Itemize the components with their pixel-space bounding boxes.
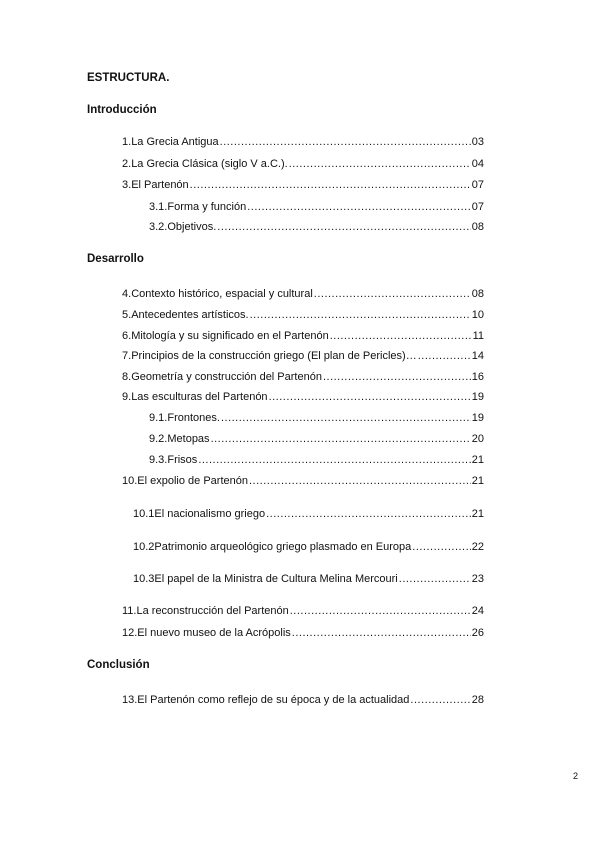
dot-leader bbox=[266, 508, 471, 520]
toc-entry-page: 03 bbox=[471, 136, 484, 148]
toc-entry-number: 12. bbox=[122, 627, 138, 639]
toc-entry-page: 22 bbox=[471, 541, 484, 553]
toc-entry[interactable] bbox=[122, 158, 484, 170]
toc-entry-label: Frisos bbox=[167, 454, 198, 466]
dot-leader bbox=[314, 288, 471, 300]
dot-leader bbox=[412, 541, 470, 553]
toc-entry[interactable] bbox=[133, 573, 484, 585]
toc-entry-page: 19 bbox=[471, 391, 484, 403]
toc-entry-number: 4. bbox=[122, 288, 132, 300]
dot-leader bbox=[269, 391, 471, 403]
toc-entry-label: Antecedentes artísticos. bbox=[131, 309, 249, 321]
dot-leader bbox=[250, 309, 471, 321]
toc-entry-number: 9. bbox=[122, 391, 132, 403]
toc-entry-page: 28 bbox=[471, 694, 484, 706]
toc-entry-label: Las esculturas del Partenón bbox=[131, 391, 268, 403]
toc-entry-label: Geometría y construcción del Partenón bbox=[131, 371, 322, 383]
toc-entry-page: 14 bbox=[471, 350, 484, 362]
toc-entry-label: Metopas bbox=[167, 433, 210, 445]
section-heading-introduccion: Introducción bbox=[87, 104, 157, 116]
toc-entry[interactable] bbox=[122, 694, 484, 706]
toc-entry-page: 08 bbox=[471, 221, 484, 233]
toc-entry-page: 26 bbox=[471, 627, 484, 639]
toc-entry[interactable] bbox=[122, 475, 484, 487]
toc-entry-number: 13. bbox=[122, 694, 138, 706]
toc-entry-page: 21 bbox=[471, 454, 484, 466]
toc-entry-page: 08 bbox=[471, 288, 484, 300]
toc-entry-page: 24 bbox=[471, 605, 484, 617]
toc-entry[interactable] bbox=[122, 309, 484, 321]
toc-entry[interactable] bbox=[122, 627, 484, 639]
toc-entry-number: 10.3 bbox=[133, 573, 155, 585]
toc-entry-number: 1. bbox=[122, 136, 132, 148]
toc-entry-number: 2. bbox=[122, 158, 132, 170]
toc-entry-number: 9.1. bbox=[149, 412, 168, 424]
toc-entry[interactable] bbox=[149, 454, 484, 466]
toc-entry-number: 3.1. bbox=[149, 201, 168, 213]
toc-entry-page: 04 bbox=[471, 158, 484, 170]
toc-entry-number: 9.3. bbox=[149, 454, 168, 466]
dot-leader bbox=[221, 412, 471, 424]
toc-entry-number: 5. bbox=[122, 309, 132, 321]
toc-entry-page: 07 bbox=[471, 179, 484, 191]
toc-entry-label: Contexto histórico, espacial y cultural bbox=[131, 288, 313, 300]
toc-entry-number: 8. bbox=[122, 371, 132, 383]
dot-leader bbox=[289, 158, 471, 170]
toc-entry-label: Frontones. bbox=[167, 412, 220, 424]
toc-entry-number: 10.2 bbox=[133, 541, 155, 553]
toc-entry-page: 11 bbox=[472, 330, 484, 342]
toc-entry-page: 16 bbox=[471, 371, 484, 383]
toc-entry-label: La Grecia Antigua bbox=[131, 136, 219, 148]
toc-entry-page: 21 bbox=[471, 475, 484, 487]
toc-entry-page: 10 bbox=[471, 309, 484, 321]
toc-entry-page: 07 bbox=[471, 201, 484, 213]
toc-entry[interactable] bbox=[122, 179, 484, 191]
dot-leader bbox=[292, 627, 471, 639]
dot-leader bbox=[220, 136, 471, 148]
dot-leader bbox=[399, 573, 471, 585]
toc-entry[interactable] bbox=[122, 605, 484, 617]
toc-entry[interactable] bbox=[133, 541, 484, 553]
toc-entry-label: El papel de la Ministra de Cultura Melina Mercouri bbox=[154, 573, 398, 585]
dot-leader bbox=[330, 330, 472, 342]
toc-entry-number: 10.1 bbox=[133, 508, 155, 520]
dot-leader bbox=[290, 605, 471, 617]
toc-entry-page: 19 bbox=[471, 412, 484, 424]
dot-leader bbox=[410, 694, 470, 706]
toc-entry[interactable] bbox=[122, 288, 484, 300]
toc-entry-label: La Grecia Clásica (siglo V a.C.). bbox=[131, 158, 288, 170]
document-title: ESTRUCTURA. bbox=[87, 72, 170, 84]
toc-entry[interactable] bbox=[122, 136, 484, 148]
toc-entry-label: El nacionalismo griego bbox=[154, 508, 266, 520]
toc-entry-label: El Partenón bbox=[131, 179, 189, 191]
toc-entry-number: 6. bbox=[122, 330, 132, 342]
toc-entry-number: 11. bbox=[122, 605, 137, 617]
toc-entry-label: La reconstrucción del Partenón bbox=[136, 605, 289, 617]
toc-entry-number: 7. bbox=[122, 350, 132, 362]
toc-entry-label: Forma y función bbox=[167, 201, 247, 213]
toc-entry-label: Mitología y su significado en el Partenón bbox=[131, 330, 329, 342]
dot-leader bbox=[198, 454, 470, 466]
dot-leader bbox=[211, 433, 471, 445]
toc-entry[interactable] bbox=[133, 508, 484, 520]
toc-entry-label: Objetivos. bbox=[167, 221, 217, 233]
toc-entry-label: Patrimonio arqueológico griego plasmado en Europa bbox=[154, 541, 412, 553]
toc-entry-number: 10. bbox=[122, 475, 138, 487]
section-heading-desarrollo: Desarrollo bbox=[87, 253, 144, 265]
toc-entry-page: 20 bbox=[471, 433, 484, 445]
dot-leader bbox=[249, 475, 471, 487]
toc-entry[interactable] bbox=[122, 371, 484, 383]
toc-entry[interactable] bbox=[149, 201, 484, 213]
dot-leader bbox=[247, 201, 471, 213]
toc-entry[interactable] bbox=[149, 433, 484, 445]
toc-entry[interactable] bbox=[149, 412, 484, 424]
toc-entry[interactable] bbox=[122, 391, 484, 403]
toc-entry[interactable] bbox=[122, 330, 484, 342]
toc-entry-label: El expolio de Partenón bbox=[137, 475, 248, 487]
toc-entry[interactable] bbox=[149, 221, 484, 233]
section-heading-conclusion: Conclusión bbox=[87, 659, 150, 671]
dot-leader bbox=[323, 371, 471, 383]
toc-entry-number: 9.2. bbox=[149, 433, 168, 445]
toc-entry-page: 21 bbox=[471, 508, 484, 520]
toc-entry-number: 3.2. bbox=[149, 221, 168, 233]
dot-leader bbox=[190, 179, 471, 191]
toc-entry-number: 3. bbox=[122, 179, 132, 191]
toc-entry-label: El nuevo museo de la Acrópolis bbox=[137, 627, 291, 639]
toc-entry-label: El Partenón como reflejo de su época y de la actualidad bbox=[137, 694, 410, 706]
dot-leader bbox=[418, 350, 471, 362]
dot-leader bbox=[217, 221, 470, 233]
toc-entry-label: Principios de la construcción griego (El plan de Pericles)… bbox=[131, 350, 417, 362]
toc-entry-page: 23 bbox=[471, 573, 484, 585]
toc-entry[interactable] bbox=[122, 350, 484, 362]
page-number: 2 bbox=[573, 771, 579, 781]
